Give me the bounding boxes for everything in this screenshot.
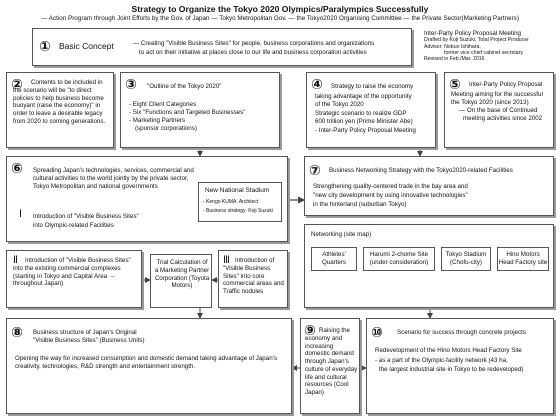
- meeting-line4: — On the base of Continued: [459, 107, 538, 114]
- spreading-text: Spreading Japan's technologies, services, commercial and cultural activities to the world jointly by the private sector, Tokyo Metropolitan and national governments: [33, 167, 194, 190]
- hino-line2: Head Factory site: [498, 258, 548, 266]
- econ-line4: Strategic scenario to realize GDP: [315, 110, 407, 117]
- stadium-line2: - Business strategy: Koji Suzuki: [203, 208, 274, 214]
- number-4: ④: [311, 76, 323, 92]
- number-8: ⑧: [11, 324, 23, 340]
- number-2: ②: [11, 76, 23, 92]
- number-6: ⑥: [11, 160, 23, 176]
- scenario-line1: Redevelopment of the Hino Motors Head Factory Site: [375, 347, 522, 354]
- scenario-line3: the largest industrial site in Tokyo to be redeveloped): [379, 366, 524, 373]
- proposal-line4: former vice chief cabinet secretary: [444, 49, 523, 56]
- basic-concept-line1: — Creating "Visible Business Sites" for people, business corporations and organizations: [133, 40, 375, 47]
- athletes-line2: Quarters: [321, 258, 347, 266]
- scenario-heading: Scenario for success through concrete projects: [397, 329, 526, 336]
- number-1: ①: [39, 38, 51, 54]
- core-commercial-box: [218, 250, 288, 308]
- number-7: ⑦: [309, 162, 321, 178]
- outline-heading: "Outline of the Tokyo 2020": [147, 83, 222, 90]
- harumi-line2: (under consideration): [369, 258, 429, 266]
- outline-item1: - Eight Client Categories: [129, 101, 197, 108]
- harumi-line1: Harumi 2-chome Site: [369, 251, 429, 258]
- site-tokyo-stadium: [441, 247, 491, 271]
- success-scenario-box: [366, 318, 554, 414]
- number-9: ⑨: [304, 322, 316, 338]
- econ-line2: taking advantage of the opportunity: [315, 93, 412, 100]
- basic-concept-box: [32, 28, 412, 66]
- structure-heading2: "Visible Business Sites" (Business Units): [33, 337, 145, 344]
- economy-strategy-box: [306, 72, 436, 148]
- roman-two: Ⅱ: [13, 255, 18, 266]
- existing-complexes-box: [6, 250, 142, 308]
- proposal-line3: Advisor: Nobuo Ishihara,: [424, 43, 481, 50]
- meeting-line2: Meeting aiming for the successful: [451, 91, 543, 98]
- proposal-meeting-box: [444, 72, 554, 148]
- site-athletes-quarters: [311, 247, 357, 271]
- econ-line5: 600 trillion yen (Prime Minister Abe): [315, 118, 413, 125]
- stadium-site-line1: Tokyo Stadium: [445, 251, 487, 258]
- outline-item2: - Six "Functions and Targeted Businesses": [129, 109, 246, 116]
- basic-concept-heading: Basic Concept: [59, 41, 114, 51]
- tokyo-outline-box: [120, 72, 280, 148]
- basic-concept-line2: to act on their initiative at places close to our life and business corporation activities: [139, 49, 367, 56]
- trial-text: Trial Calculation of a Marketing Partner Corporation (Toyota Motors): [154, 259, 210, 290]
- stadium-line1: - Kengo KUMA, Architect: [203, 199, 259, 205]
- site-map-title: Networking (site map): [311, 231, 372, 238]
- networking-line3: in the hinterland (suburban Tokyo): [313, 201, 407, 208]
- stadium-title: New National Stadium: [205, 187, 270, 194]
- athletes-line1: Athletes': [322, 251, 346, 258]
- intro1-line2: into Olympic-related Facilities: [33, 222, 114, 229]
- hino-line1: Hino Motors: [506, 251, 540, 258]
- outline-item3: - Marketing Partners: [129, 117, 186, 124]
- proposal-info: [424, 30, 558, 62]
- stadium-site-line2: (Chofu-city): [450, 258, 482, 266]
- networking-line1: Strengthening quality-centered trade in the bay area and: [313, 183, 468, 190]
- number-3: ③: [125, 76, 137, 92]
- site-harumi: [363, 247, 435, 271]
- meeting-line1: Inter-Party Policy Proposal: [469, 81, 543, 88]
- cool-japan-box: [300, 318, 360, 414]
- structure-heading1: Business structure of Japan's Original: [33, 329, 137, 336]
- number-5: ⑤: [449, 76, 461, 92]
- legacy-box: [6, 72, 114, 148]
- proposal-line2: Drafted by Koji Suzuki, Total Project Producer: [424, 37, 529, 44]
- networking-heading: Business Networking Strategy with the Tokyo2020-related Facilities: [329, 167, 513, 174]
- proposal-line5: Revised in Feb./Mar. 2016: [424, 56, 485, 63]
- page-subtitle: — Action Program through Joint Efforts by the Gov. of Japan — Tokyo Metropolitan Gov. — the Tokyo2020 Organising Committee — the Private Sector(Marketing Partners): [41, 15, 519, 22]
- roman-three: Ⅲ: [223, 255, 230, 266]
- structure-text: Opening the way for increased consumption and domestic demand taking advantage of Japan's creativity, technologies, R&D strength and entertainment strength.: [15, 355, 277, 370]
- business-structure-box: [6, 318, 292, 414]
- meeting-line3: the Tokyo 2020 (since 2013): [451, 99, 529, 106]
- trial-calculation-box: [150, 254, 212, 308]
- number-10: ⑩: [371, 324, 383, 340]
- page-title: Strategy to Organize the Tokyo 2020 Olympics/Paralympics Successfully: [131, 4, 429, 14]
- intro1-line1: Introduction of "Visible Business Sites": [33, 213, 139, 220]
- proposal-line1: Inter-Party Policy Proposal Meeting: [424, 30, 521, 37]
- existing-complexes-text: Introduction of "Visible Business Sites" into the existing commercial complexes (starting in Tokyo and Capital Area → throughout Japan): [13, 257, 131, 288]
- legacy-text: Contents to be included in the scenario will be "to direct policies to help business become buoyant (raise the economy)" in order to leave a desirable legacy from 2020 to coming generations.: [13, 79, 106, 125]
- cool-japan-text: Raising the economy and increasing domestic demand through Japan's culture of everyday life and cultural resources (Cool Japan): [305, 327, 358, 396]
- networking-site-map: [304, 224, 554, 308]
- econ-line1: Strategy to raise the economy: [331, 83, 414, 90]
- scenario-line2: - as a part of the Olympic-facility network (43 ha,: [375, 357, 508, 364]
- econ-line6: - Inter-Party Policy Proposal Meeting: [315, 127, 416, 134]
- core-commercial-text: Introduction of "Visible Business Sites" into core commercial areas and Traffic nodules: [223, 257, 284, 295]
- new-national-stadium-box: [198, 182, 282, 222]
- business-networking-box: [304, 156, 554, 216]
- roman-one: Ⅰ: [19, 209, 22, 220]
- site-hino-motors: [497, 247, 549, 271]
- econ-line3: of the Tokyo 2020: [315, 101, 364, 108]
- outline-item3b: (sponsor corporations): [135, 125, 197, 132]
- meeting-line5: meeting activities since 2002: [463, 115, 543, 122]
- networking-line2: "new city development by using innovative technologies": [313, 192, 468, 199]
